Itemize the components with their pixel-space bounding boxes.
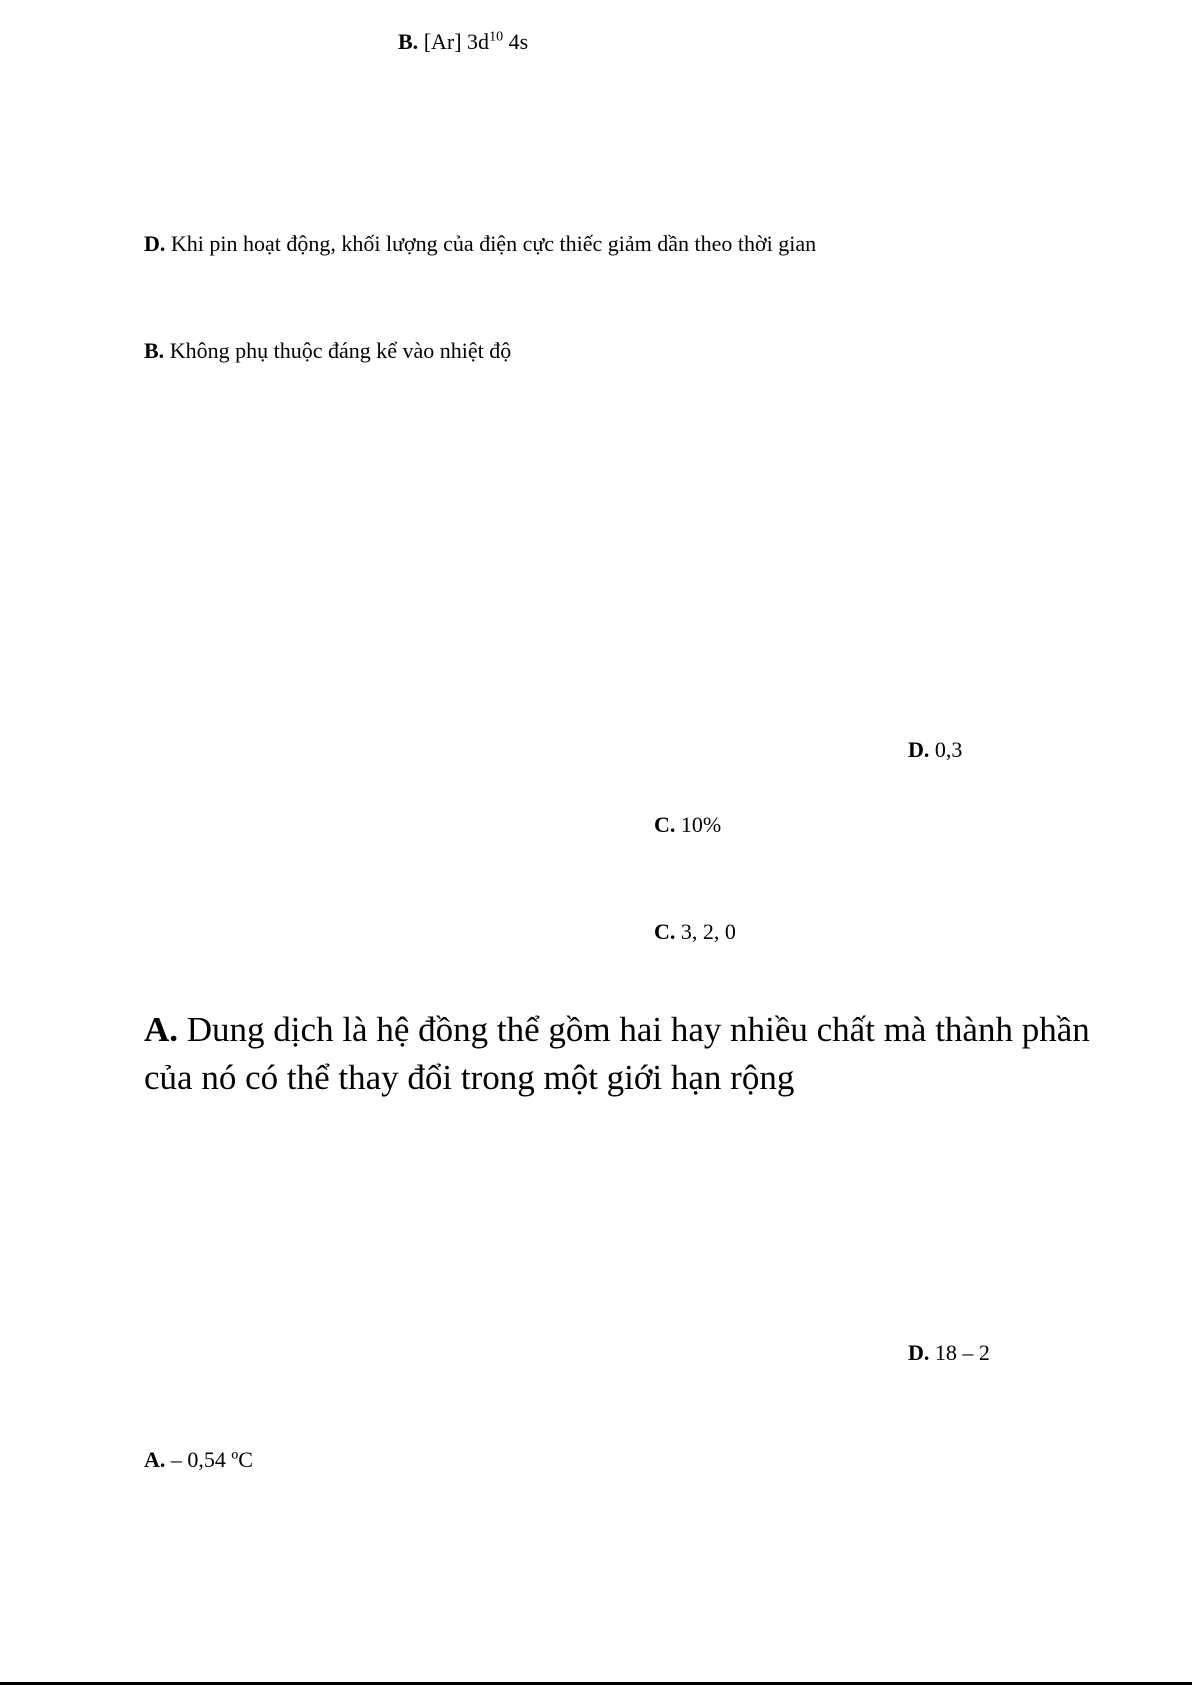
option-letter: A. <box>144 1010 179 1049</box>
option-text: Khi pin hoạt động, khối lượng của điện cực thiếc giảm dần theo thời gian <box>170 231 817 256</box>
option-letter: D. <box>144 231 166 256</box>
option-letter: C. <box>654 812 676 837</box>
option-value-0-3 <box>908 737 962 763</box>
option-text: 10% <box>680 812 722 837</box>
option-text: 0,3 <box>934 737 963 762</box>
option-tin-electrode <box>144 231 816 257</box>
superscript: 10 <box>489 29 504 45</box>
option-freezing-point <box>144 1447 253 1473</box>
option-electron-config <box>398 29 528 55</box>
option-text: – 0,54 ºC <box>170 1447 253 1472</box>
option-solution-definition <box>144 1006 1144 1102</box>
option-letter: D. <box>908 1340 930 1365</box>
option-difference <box>908 1340 990 1366</box>
option-letter: B. <box>398 29 419 54</box>
option-text: 18 – 2 <box>934 1340 990 1365</box>
option-text: 3, 2, 0 <box>680 919 736 944</box>
option-letter: D. <box>908 737 930 762</box>
option-percent <box>654 812 721 838</box>
option-temperature <box>144 338 511 364</box>
option-letter: C. <box>654 919 676 944</box>
option-letter: A. <box>144 1447 166 1472</box>
option-letter: B. <box>144 338 165 363</box>
option-text: [Ar] $3d^{10}$ 4s <box>423 29 529 54</box>
option-text: Dung dịch là hệ đồng thể gồm hai hay nhiều chất mà thành phần của nó có thể thay đổi trong một giới hạn rộng <box>144 1010 1090 1097</box>
option-coefficients <box>654 919 736 945</box>
option-text: Không phụ thuộc đáng kể vào nhiệt độ <box>169 338 512 363</box>
